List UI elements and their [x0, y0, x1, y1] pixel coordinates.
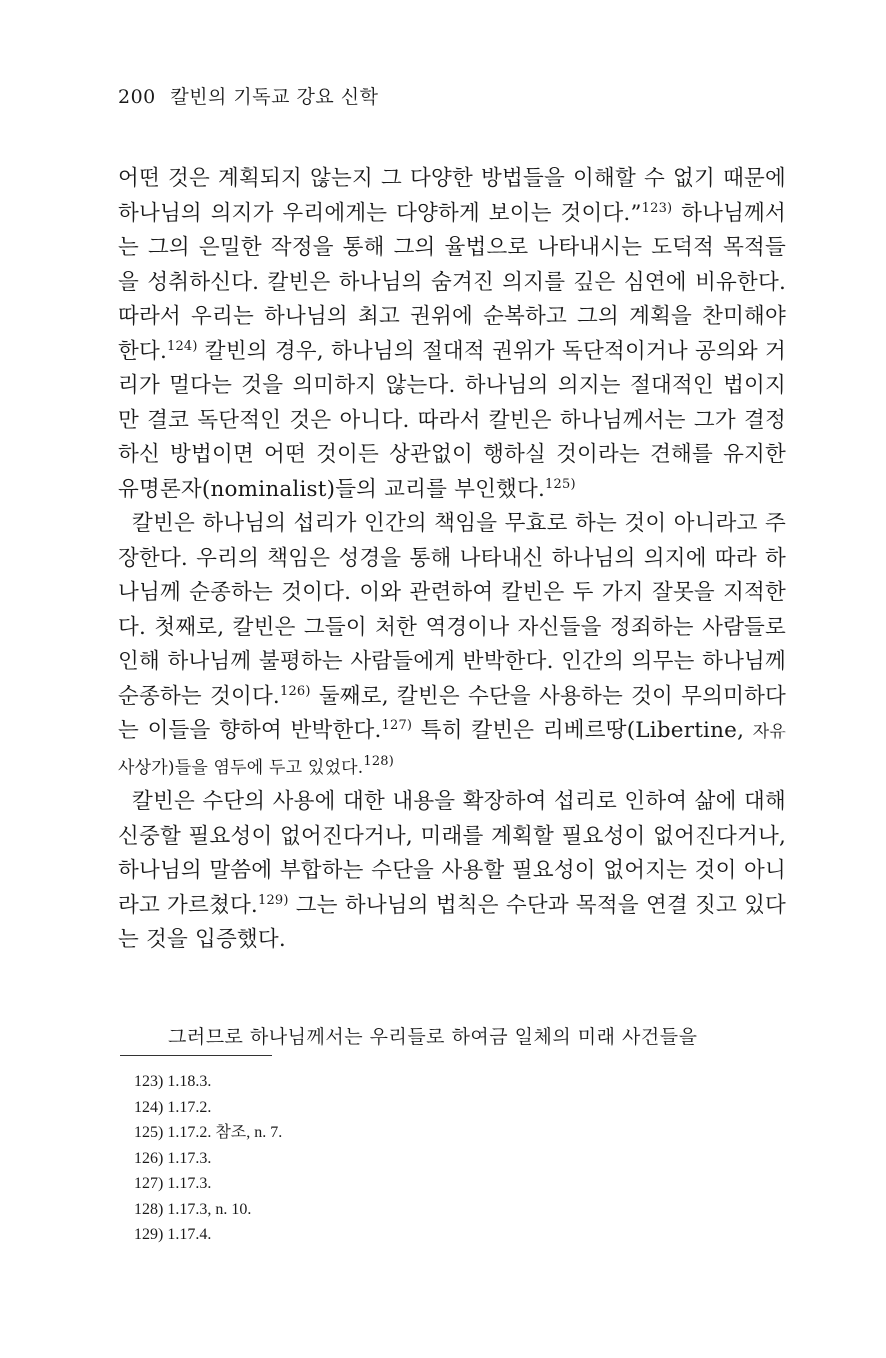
paragraph: [118, 785, 786, 958]
paragraph-text: 칼빈은 수단의 사용에 대한 내용을 확장하여 섭리로 인하여 삶에 대해 신중할 필요성이 없어진다거나, 미래를 계획할 필요성이 없어진다거나, 하나님의 말씀에 부합하는 수단을 사용할 필요성이 없어지는 것이 아니라고 가르쳤다.: [118, 789, 786, 918]
paragraph-text: 특히 칼빈은 리베르땅(Libertine,: [412, 718, 753, 743]
footnote: 126) 1.17.3.: [134, 1149, 212, 1167]
footnote: 123) 1.18.3.: [134, 1073, 212, 1090]
footnote: 124) 1.17.2.: [134, 1098, 212, 1116]
paragraph-text: 자유사상가)들을 염두에 두고 있었다.: [118, 722, 786, 778]
paragraph: [118, 507, 786, 785]
footnote-reference: 125): [545, 476, 576, 492]
footnote-list: [134, 1069, 282, 1248]
footnote-reference: 128): [363, 753, 395, 769]
paragraph-text: 그는 하나님의 법칙은 수단과 목적을 연결 짓고 있다는 것을 입증했다.: [118, 892, 787, 952]
footnote-reference: 129): [257, 892, 289, 908]
footnote: 125) 1.17.2. 참조, n. 7.: [134, 1124, 283, 1141]
footnote-reference: 124): [166, 338, 198, 354]
paragraph-text: 둘째로, 칼빈은 수단을 사용하는 것이 무의미하다는 이들을 향하여 반박한다.: [118, 683, 787, 743]
paragraph-text: 칼빈의 경우, 하나님의 절대적 권위가 독단적이거나 공의와 거리가 멀다는 것을 의미하지 않는다. 하나님의 의지는 절대적인 법이지만 결코 독단적인 것은 아니다. 따라서 칼빈은 하나님께서는 그가 결정하신 방법이면 어떤 것이든 상관없이 행하실 것이라는 견해를 유지한 유명론자(nominalist)들의 교리를 부인했다.: [118, 338, 786, 502]
footnote: 128) 1.17.3, n. 10.: [134, 1200, 252, 1218]
page-number: 200: [118, 86, 156, 108]
running-head: [118, 82, 378, 109]
footnote-reference: 123): [641, 200, 673, 216]
paragraph-text: 칼빈은 하나님의 섭리가 인간의 책임을 무효로 하는 것이 아니라고 주장한다. 우리의 책임은 성경을 통해 나타내신 하나님의 의지에 따라 하나님께 순종하는 것이다. 이와 관련하여 칼빈은 두 가지 잘못을 지적한다. 첫째로, 칼빈은 그들이 처한 역경이나 자신들을 정죄하는 사람들로 인해 하나님께 불평하는 사람들에게 반박한다. 인간의 의무는 하나님께 순종하는 것이다.: [118, 511, 786, 709]
body-text: [118, 162, 786, 958]
footnote: 129) 1.17.4.: [134, 1226, 212, 1243]
footnote: 127) 1.17.3.: [134, 1175, 212, 1192]
paragraph-text: 어떤 것은 계획되지 않는지 그 다양한 방법들을 이해할 수 없기 때문에 하나님의 의지가 우리에게는 다양하게 보이는 것이다.”: [118, 166, 786, 226]
footnote-reference: 126): [279, 683, 311, 699]
footnote-divider: [120, 1055, 272, 1056]
book-title: 칼빈의 기독교 강요 신학: [170, 86, 379, 108]
paragraph: [118, 162, 786, 507]
paragraph-text: 하나님께서는 그의 은밀한 작정을 통해 그의 율법으로 나타내시는 도덕적 목적들을 성취하신다. 칼빈은 하나님의 숨겨진 의지를 깊은 심연에 비유한다. 따라서 우리는 하나님의 최고 권위에 순복하고 그의 계획을 찬미해야 한다.: [118, 200, 786, 364]
footnote-reference: 127): [381, 718, 413, 733]
block-quote-start: 그러므로 하나님께서는 우리들로 하여금 일체의 미래 사건들을: [168, 1026, 698, 1048]
